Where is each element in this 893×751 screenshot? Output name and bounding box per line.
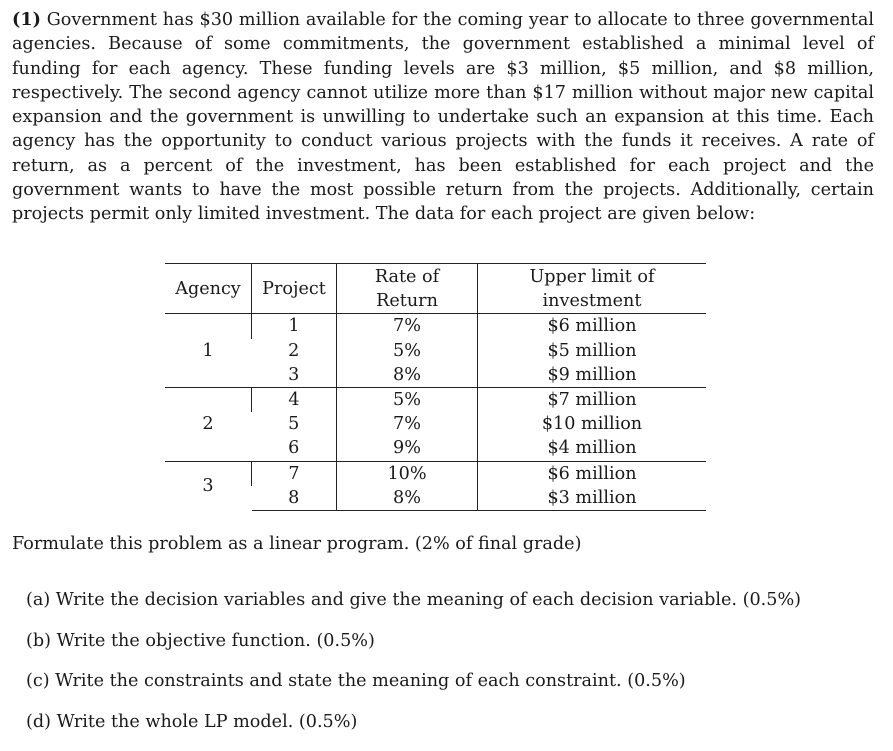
limit-cell: $9 million (478, 363, 707, 388)
project-cell: 2 (288, 340, 300, 361)
table-row (165, 314, 706, 339)
question-parts-list (26, 588, 801, 751)
project-cell: 5 (288, 414, 300, 435)
instruction-text: Formulate this problem as a linear program. (2% of final grade) (12, 534, 582, 554)
part-a: (a) Write the decision variables and give the meaning of each decision variable. (0.5%) (26, 590, 802, 610)
part-b: (b) Write the objective function. (0.5%) (26, 630, 375, 651)
limit-cell: $5 million (478, 339, 707, 363)
limit-cell: $6 million (478, 461, 707, 486)
agency-cell: 1 (165, 314, 252, 388)
project-cell: 4 (252, 388, 337, 413)
part-c: (c) Write the constraints and state the meaning of each constraint. (0.5%) (26, 671, 686, 692)
limit-cell: $6 million (478, 314, 707, 339)
problem-number: (1) (12, 9, 41, 30)
table-row (165, 461, 706, 486)
project-cell: 7 (252, 461, 337, 486)
rate-cell: 10% (337, 461, 478, 486)
project-data-table (165, 263, 706, 511)
rate-cell: 5% (337, 388, 478, 413)
header-project: Project (252, 264, 337, 314)
problem-text: Government has $30 million available for the coming year to allocate to three governmental agencies. Because of some commitments, the government established a minimal level of funding for each agency. These funding levels are $3 million, $5 million, and $8 million, respectively. The second agency cannot utilize more than $17 million without major new capital expansion and the government is unwilling to undertake such an expansion at this time. Each agency has the opportunity to conduct various projects with the funds it receives. A rate of return, as a percent of the investment, has been established for each project and the government wants to have the most possible return from the projects. Additionally, certain projects permit only limited investment. The data for each project are given below: (12, 10, 874, 225)
limit-cell: $3 million (478, 486, 707, 511)
project-cell: 3 (288, 364, 300, 385)
agency-cell: 3 (165, 461, 252, 510)
agency-cell: 2 (165, 388, 252, 462)
rate-cell: 8% (337, 486, 478, 511)
table-header-row (165, 264, 706, 314)
project-cell: 1 (252, 314, 337, 339)
problem-statement (12, 8, 874, 227)
rate-cell: 5% (337, 339, 478, 363)
table-row (165, 388, 706, 413)
header-rate-of-return: Rate of Return (337, 264, 478, 314)
project-cell: 6 (288, 438, 300, 459)
rate-cell: 9% (337, 436, 478, 461)
rate-cell: 7% (337, 314, 478, 339)
rate-cell: 7% (337, 412, 478, 436)
project-cell: 8 (252, 486, 337, 511)
part-d: (d) Write the whole LP model. (0.5%) (26, 712, 358, 733)
limit-cell: $4 million (478, 436, 707, 461)
rate-cell: 8% (337, 363, 478, 388)
limit-cell: $10 million (478, 412, 707, 436)
limit-cell: $7 million (478, 388, 707, 413)
header-upper-limit: Upper limit of investment (478, 264, 707, 314)
header-agency: Agency (165, 264, 252, 314)
